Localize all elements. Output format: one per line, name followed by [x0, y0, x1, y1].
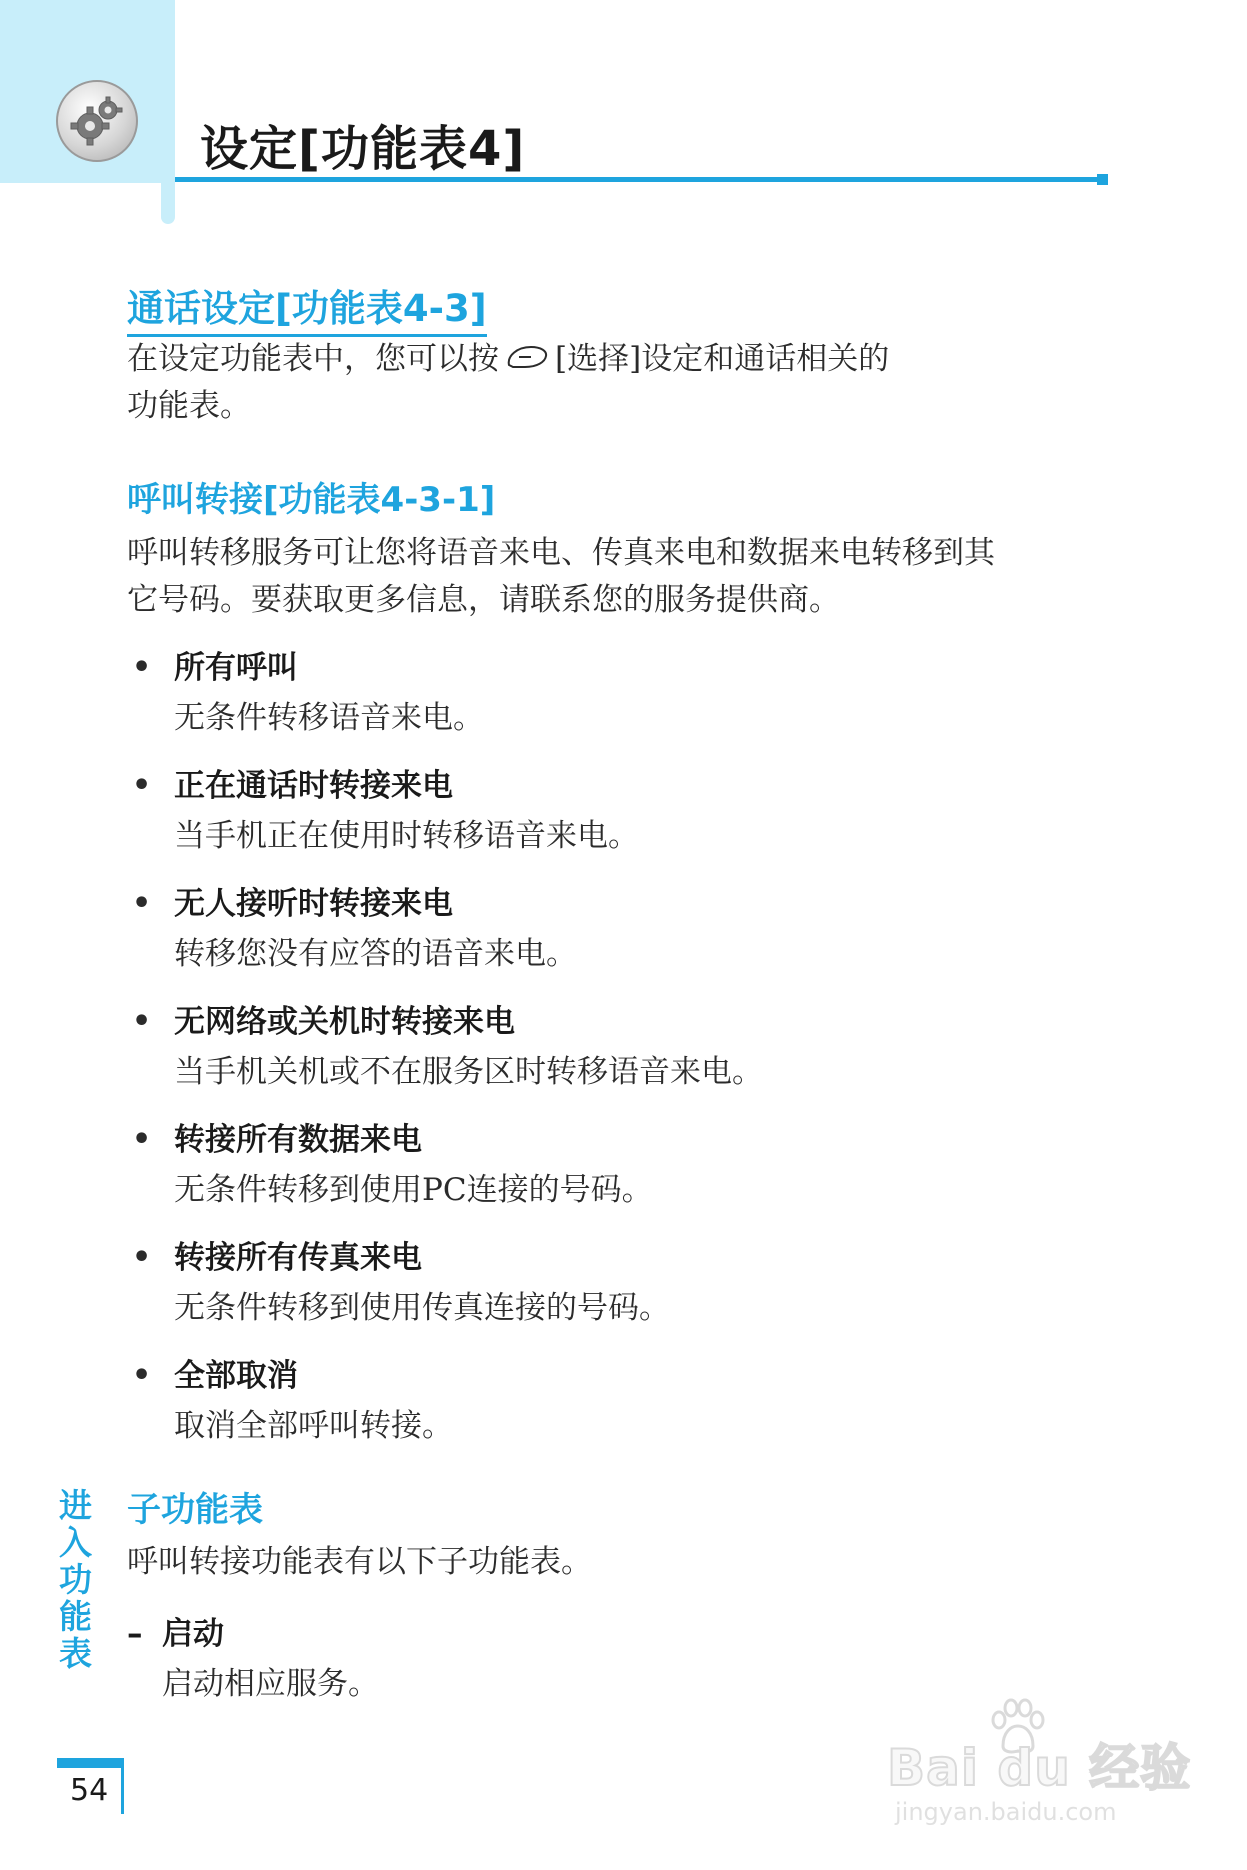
submenu-item-title: 启动 [162, 1616, 224, 1652]
softkey-icon [505, 337, 549, 384]
header-vertical-bar [161, 0, 175, 224]
watermark-url: jingyan.baidu.com [895, 1798, 1117, 1826]
section-intro-after: [选择]设定和通话相关的 [555, 341, 890, 377]
side-tab-label: 进入功能表 [54, 1488, 93, 1673]
dash-icon: – [127, 1616, 143, 1652]
option-title: 全部取消 [174, 1358, 298, 1394]
page-number-divider [121, 1768, 124, 1814]
gear-icon [56, 80, 138, 162]
option-title: 所有呼叫 [174, 650, 298, 686]
bullet-icon: • [132, 1122, 152, 1157]
option-desc: 当手机正在使用时转移语音来电。 [174, 818, 639, 854]
option-desc: 无条件转移到使用PC连接的号码。 [174, 1172, 653, 1208]
option-title: 转接所有数据来电 [174, 1122, 422, 1158]
watermark-logo: Bai du 经验 [887, 1739, 1192, 1797]
call-forward-heading: 呼叫转接[功能表4-3-1] [127, 480, 496, 520]
option-desc: 取消全部呼叫转接。 [174, 1408, 453, 1444]
bullet-icon: • [132, 1358, 152, 1393]
section-intro-before: 在设定功能表中，您可以按 [127, 341, 499, 377]
submenu-heading: 子功能表 [127, 1490, 263, 1530]
section-intro-line2: 功能表。 [127, 388, 251, 424]
page-title: 设定[功能表4] [200, 121, 526, 177]
bullet-icon: • [132, 768, 152, 803]
call-forward-desc-line2: 它号码。要获取更多信息，请联系您的服务提供商。 [127, 582, 840, 618]
call-forward-desc-line1: 呼叫转移服务可让您将语音来电、传真来电和数据来电转移到其 [127, 535, 995, 571]
option-title: 正在通话时转接来电 [174, 768, 453, 804]
baidu-watermark [887, 1698, 1192, 1833]
bullet-icon: • [132, 1240, 152, 1275]
bullet-icon: • [132, 886, 152, 921]
option-title: 无网络或关机时转接来电 [174, 1004, 515, 1040]
option-title: 转接所有传真来电 [174, 1240, 422, 1276]
option-title: 无人接听时转接来电 [174, 886, 453, 922]
page-number-bar [57, 1758, 124, 1768]
option-desc: 无条件转移到使用传真连接的号码。 [174, 1290, 670, 1326]
bullet-icon: • [132, 650, 152, 685]
page-number: 54 [70, 1773, 109, 1808]
submenu-item-desc: 启动相应服务。 [162, 1666, 379, 1702]
title-underline-end-marker [1097, 174, 1108, 185]
section-heading: 通话设定[功能表4-3] [127, 278, 487, 337]
submenu-intro: 呼叫转接功能表有以下子功能表。 [127, 1544, 592, 1580]
bullet-icon: • [132, 1004, 152, 1039]
option-desc: 当手机关机或不在服务区时转移语音来电。 [174, 1054, 763, 1090]
section-intro-line1 [127, 336, 889, 384]
option-desc: 无条件转移语音来电。 [174, 700, 484, 736]
title-underline [175, 177, 1105, 182]
option-desc: 转移您没有应答的语音来电。 [174, 936, 577, 972]
